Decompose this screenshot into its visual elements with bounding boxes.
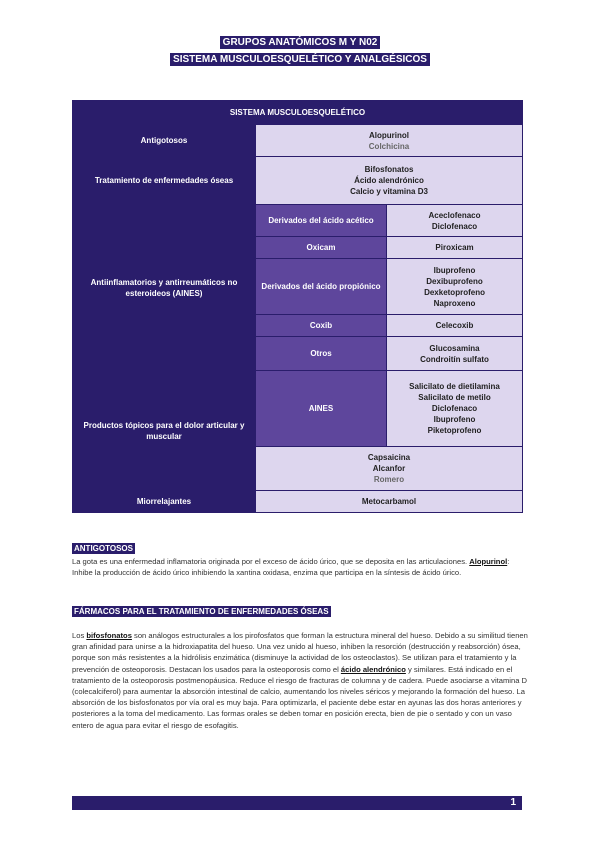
group-propionico: Derivados del ácido propiónico [256, 259, 387, 315]
group-topicos-aines: AINES [256, 371, 387, 447]
paragraph-antigotosos: La gota es una enfermedad inflamatoria originada por el exceso de ácido úrico, que se deposita en las articulaciones. Alopurinol: Inhibe la producción de ácido úrico inhibiendo la xantina oxidasa, enzima que participa en la síntesis de ácido úrico. [72, 557, 510, 578]
drugs-oseas: Bifosfonatos Ácido alendrónico Calcio y vitamina D3 [256, 157, 523, 205]
drugs-oxicam: Piroxicam [387, 237, 523, 259]
drugs-topicos-aines: Salicilato de dietilamina Salicilato de metilo Diclofenaco Ibuprofeno Piketoprofeno [387, 371, 523, 447]
row-label-aines: Antiinflamatorios y antirreumáticos no esteroideos (AINES) [73, 205, 256, 371]
row-label-oseas: Tratamiento de enfermedades óseas [73, 157, 256, 205]
drugs-topicos-otros: Capsaicina Alcanfor Romero [256, 447, 523, 491]
group-acetico: Derivados del ácido acético [256, 205, 387, 237]
footer-bar [72, 796, 522, 810]
drugs-acetico: Aceclofenaco Diclofenaco [387, 205, 523, 237]
row-label-antigotosos: Antigotosos [73, 125, 256, 157]
section-title-antigotosos: ANTIGOTOSOS [74, 544, 133, 553]
table-title: SISTEMA MUSCULOESQUELÉTICO [73, 101, 523, 125]
paragraph-oseas: Los bifosfonatos son análogos estructurales a los pirofosfatos que forman la estructura mineral del hueso. Debido a su similitud tienen gran afinidad para unirse a la hidroxiapatita del hueso. Una vez unido al hueso, inhiben la resorción (destrucción y reabsorción) ósea, porque son más resistentes a la hidrólisis enzimática (disminuye la actividad de los osteoclastos). Se utilizan para el tratamiento y la prevención de osteoporosis. Destacan los usados para la osteoporosis como el ácido alendrónico y similares. Está indicado en el tratamiento de la osteoporosis postmenopáusica. Reduce el riesgo de fracturas de columna y de cadera. Puede asociarse a vitamina D (colecalciferol) para aumentar la absorción intestinal de calcio, aumentando los niveles séricos y mejorando la formación del hueso. La absorción de los bisfosfonatos por vía oral es muy baja. Para optimizarla, el paciente debe estar en ayunas las dos horas anteriores y posteriores a la toma del medicamento. Las formas orales se deben tomar en posición erecta, bien de pie o sentado y con un vaso entero de agua para evitar el riesgo de esofagitis. [72, 631, 528, 730]
document-title: GRUPOS ANATÓMICOS M Y N02 [0, 37, 600, 48]
group-coxib: Coxib [256, 315, 387, 337]
drugs-coxib: Celecoxib [387, 315, 523, 337]
drugs-miorrelajantes: Metocarbamol [256, 491, 523, 513]
drugs-propionico: Ibuprofeno Dexibuprofeno Dexketoprofeno Naproxeno [387, 259, 523, 315]
page-number: 1 [510, 797, 516, 808]
drugs-otros: Glucosamina Condroitín sulfato [387, 337, 523, 371]
group-oxicam: Oxicam [256, 237, 387, 259]
row-label-topicos: Productos tópicos para el dolor articular y muscular [73, 371, 256, 491]
document-subtitle: SISTEMA MUSCULOESQUELÉTICO Y ANALGÉSICOS [0, 54, 600, 65]
row-label-miorrelajantes: Miorrelajantes [73, 491, 256, 513]
musculoskeletal-table [72, 100, 523, 513]
group-otros: Otros [256, 337, 387, 371]
section-title-oseas: FÁRMACOS PARA EL TRATAMIENTO DE ENFERMEDADES ÓSEAS [74, 607, 329, 616]
drugs-antigotosos: Alopurinol Colchicina [256, 125, 523, 157]
